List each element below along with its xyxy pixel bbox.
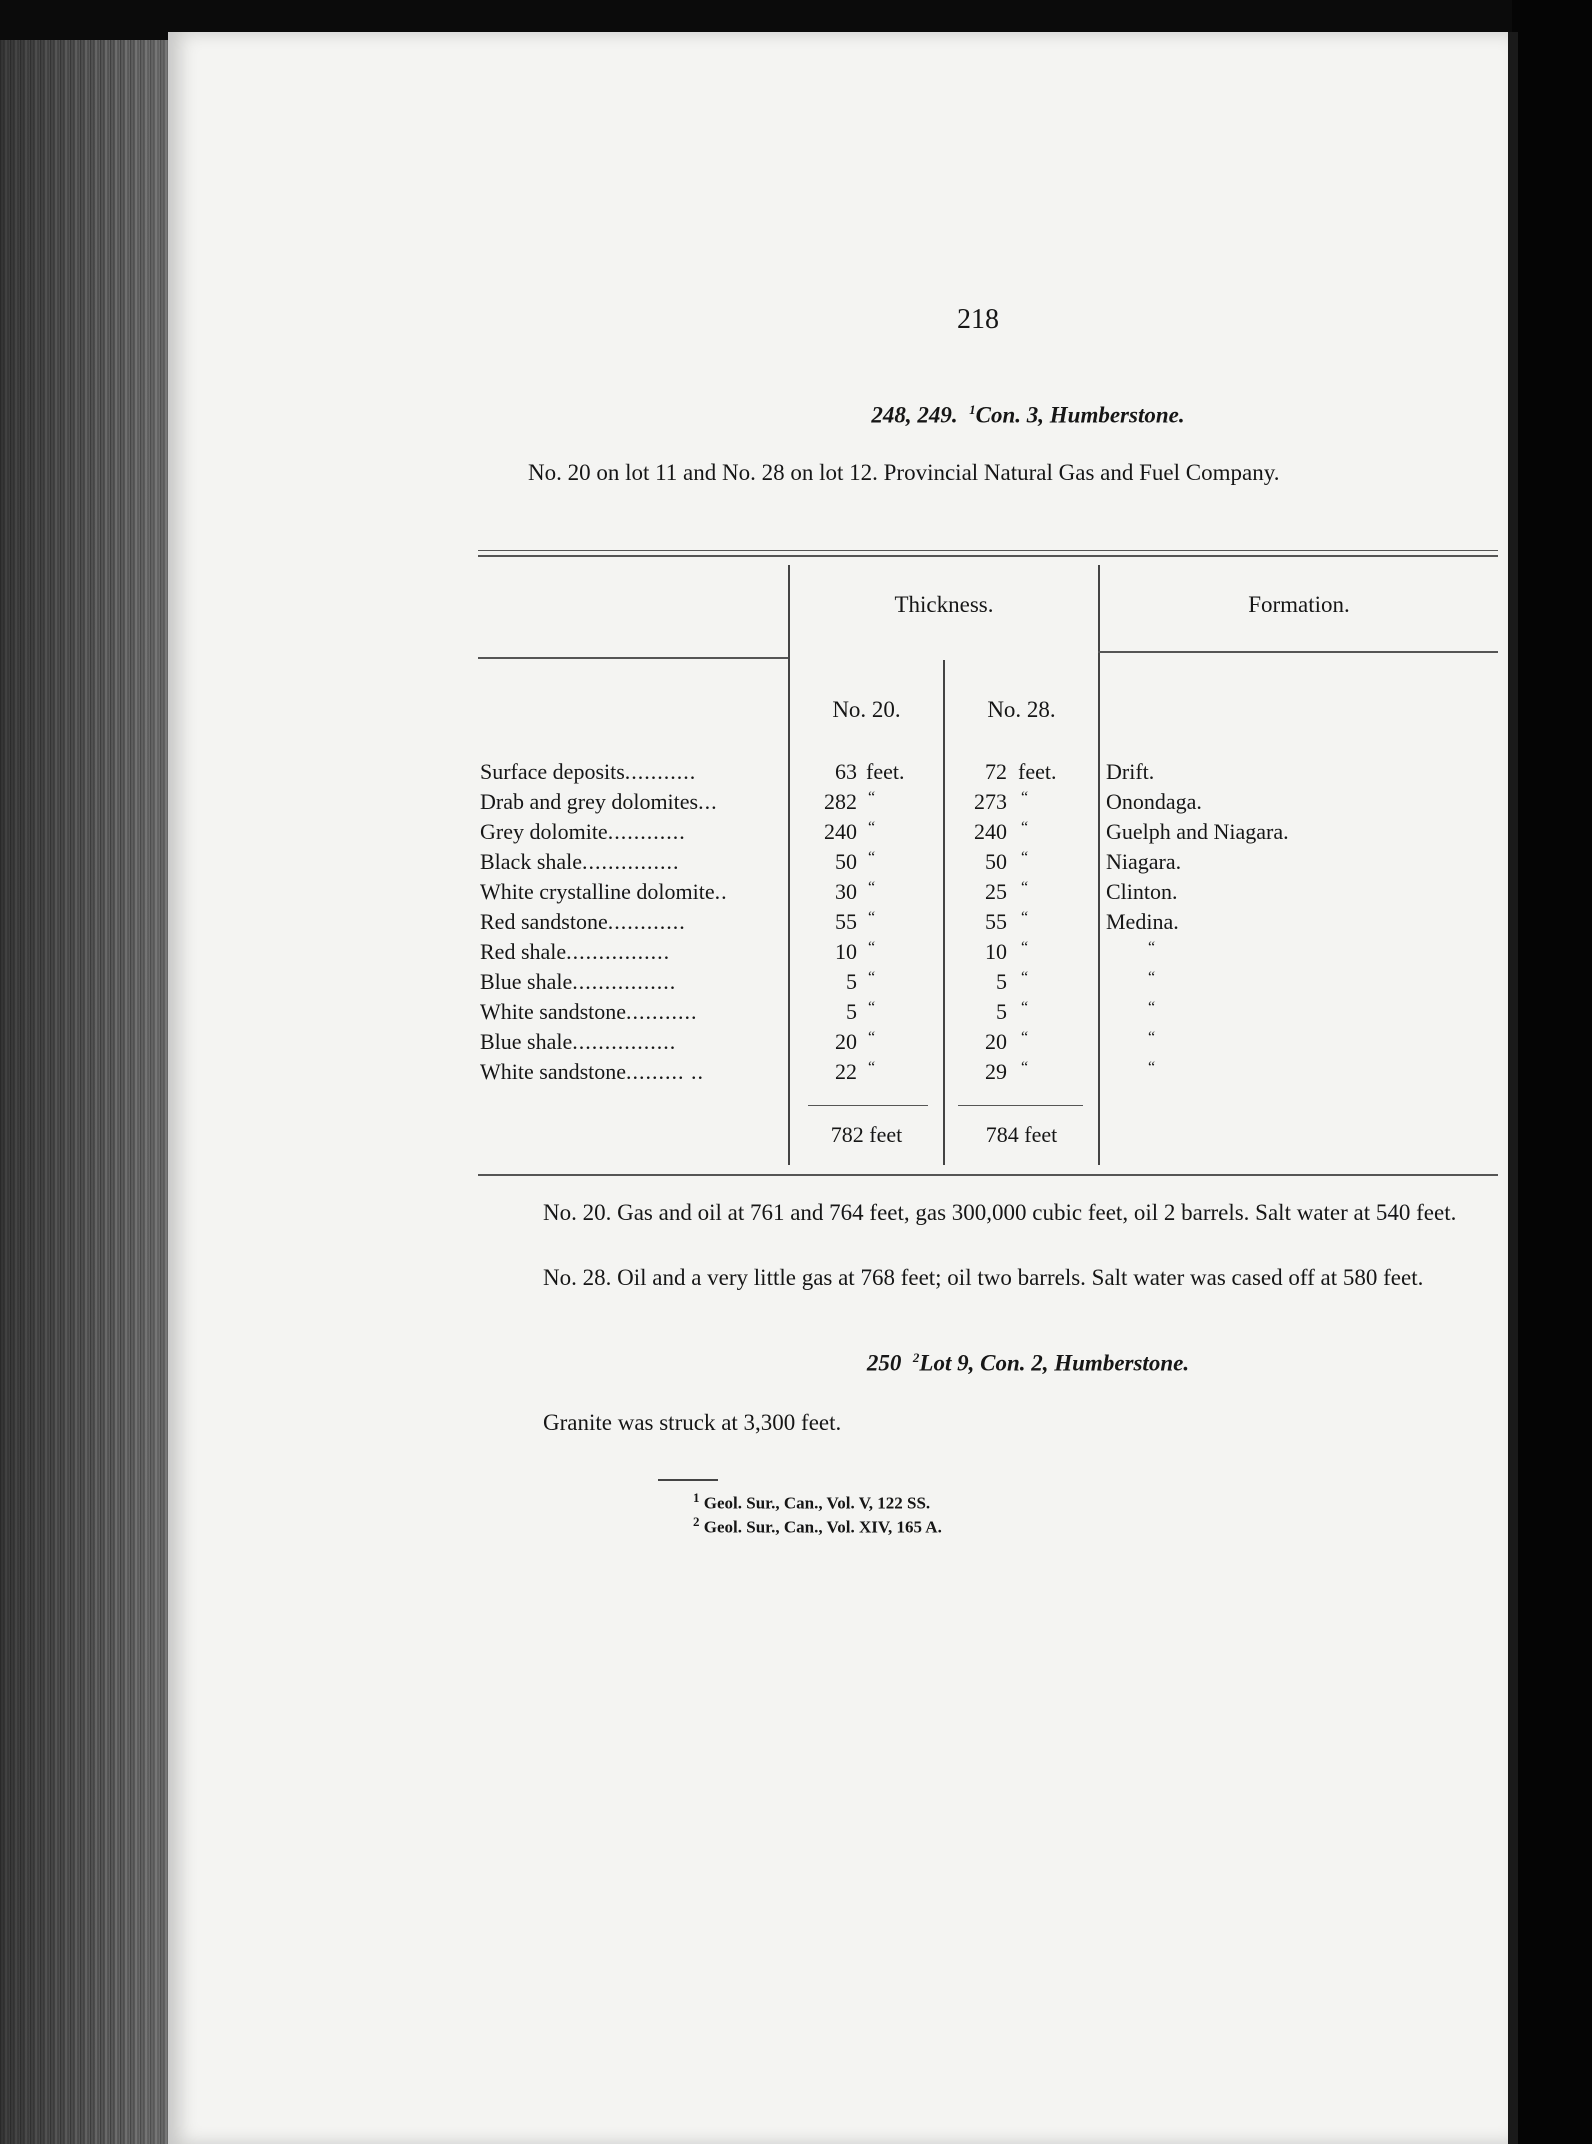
- strata-table: [478, 547, 1498, 1187]
- thickness-no28: 50: [985, 849, 1007, 874]
- unit-no20: “: [868, 789, 876, 806]
- unit-no28: “: [1021, 849, 1029, 866]
- total-no28: 784 feet: [985, 1122, 1058, 1147]
- footnote-2: [693, 1514, 942, 1538]
- unit-no20: “: [868, 849, 876, 866]
- leader-dots: ..: [714, 879, 728, 904]
- unit-no20: “: [868, 969, 876, 986]
- header-thickness: Thickness.: [894, 592, 994, 617]
- formation: Niagara.: [1106, 849, 1182, 874]
- row-label-text: White sandstone: [480, 1059, 627, 1084]
- sum-rule: [808, 1105, 928, 1106]
- row-label: [480, 969, 676, 995]
- row-label: [480, 1059, 704, 1085]
- thickness-no20: 5: [846, 969, 857, 994]
- formation: “: [1148, 939, 1156, 956]
- footnote-ref: 1: [969, 402, 976, 417]
- unit-no28: “: [1021, 879, 1029, 896]
- formation: Drift.: [1106, 759, 1155, 784]
- footnote-text: Geol. Sur., Can., Vol. XIV, 165 A.: [703, 1517, 942, 1537]
- heading-text: Con. 3, Humberstone.: [975, 402, 1185, 428]
- unit-no20: “: [868, 939, 876, 956]
- row-label: [480, 759, 696, 785]
- row-label: [480, 789, 718, 815]
- formation: “: [1148, 969, 1156, 986]
- intro-paragraph: No. 20 on lot 11 and No. 28 on lot 12. Provincial Natural Gas and Fuel Company.: [528, 460, 1280, 485]
- unit-no20: “: [868, 999, 876, 1016]
- thickness-no28: 10: [985, 939, 1007, 964]
- unit-no28: “: [1021, 999, 1029, 1016]
- footnote-1: [693, 1490, 930, 1514]
- thickness-no20: 50: [835, 849, 857, 874]
- thickness-no20: 55: [835, 909, 857, 934]
- unit-no20: “: [868, 1059, 876, 1076]
- column-divider: [1098, 565, 1100, 1165]
- unit-no28: “: [1021, 909, 1029, 926]
- thickness-no28: 72: [985, 759, 1007, 784]
- leader-dots: ...........: [626, 999, 698, 1024]
- row-label-text: Surface deposits: [480, 759, 625, 784]
- page-number: 218: [957, 304, 999, 335]
- row-label: [480, 909, 686, 935]
- thickness-no20: 5: [846, 999, 857, 1024]
- leader-dots: ...............: [582, 849, 680, 874]
- heading-numbers: 248, 249.: [871, 402, 958, 428]
- thickness-no20: 240: [824, 819, 857, 844]
- table-bottom-rule: [478, 1174, 1498, 1176]
- heading-text: Lot 9, Con. 2, Humberstone.: [919, 1350, 1190, 1376]
- section-heading-248-249: [728, 402, 1328, 429]
- page-edge-right: [1508, 32, 1518, 2144]
- footnote-number: 2: [693, 1514, 700, 1529]
- unit-no20: “: [868, 819, 876, 836]
- row-label-text: Blue shale: [480, 1029, 573, 1054]
- row-label-text: Drab and grey dolomites: [480, 789, 699, 814]
- leader-dots: ......... ..: [626, 1059, 705, 1084]
- granite-note: Granite was struck at 3,300 feet.: [543, 1410, 842, 1435]
- unit-no20: feet.: [866, 759, 905, 784]
- row-label-text: Red sandstone: [480, 909, 608, 934]
- row-label: [480, 1029, 676, 1055]
- unit-no28: “: [1021, 789, 1029, 806]
- row-label-text: White sandstone: [480, 999, 627, 1024]
- formation: “: [1148, 999, 1156, 1016]
- header-rule: [478, 657, 788, 659]
- formation: Clinton.: [1106, 879, 1178, 904]
- total-no20: 782 feet: [830, 1122, 903, 1147]
- leader-dots: ................: [572, 1029, 677, 1054]
- formation: “: [1148, 1029, 1156, 1046]
- header-rule: [1098, 651, 1498, 653]
- thickness-no28: 240: [974, 819, 1007, 844]
- row-label: [480, 849, 680, 875]
- header-formation: Formation.: [1248, 592, 1350, 617]
- subheader-no20: No. 20.: [832, 697, 901, 722]
- thickness-no20: 282: [824, 789, 857, 814]
- unit-no20: “: [868, 879, 876, 896]
- table-top-rule: [478, 555, 1498, 557]
- thickness-no28: 5: [996, 969, 1007, 994]
- row-label-text: Black shale: [480, 849, 583, 874]
- row-label-text: White crystalline dolomite: [480, 879, 715, 904]
- row-label: [480, 879, 728, 905]
- row-label-text: Red shale: [480, 939, 567, 964]
- leader-dots: ...........: [624, 759, 697, 784]
- footnote-number: 1: [693, 1490, 700, 1505]
- unit-no28: feet.: [1018, 759, 1057, 784]
- thickness-no28: 25: [985, 879, 1007, 904]
- row-label-text: Blue shale: [480, 969, 573, 994]
- page: [168, 32, 1508, 2144]
- leader-dots: ............: [607, 909, 686, 934]
- leader-dots: ................: [572, 969, 677, 994]
- formation: “: [1148, 1059, 1156, 1076]
- unit-no28: “: [1021, 819, 1029, 836]
- thickness-no28: 273: [974, 789, 1007, 814]
- thickness-no28: 55: [985, 909, 1007, 934]
- thickness-no20: 10: [835, 939, 857, 964]
- unit-no28: “: [1021, 1029, 1029, 1046]
- row-label-text: Grey dolomite: [480, 819, 608, 844]
- table-top-rule: [478, 550, 1498, 551]
- heading-numbers: 250: [866, 1350, 902, 1376]
- leader-dots: ............: [607, 819, 686, 844]
- background-right: [1512, 0, 1592, 2144]
- row-label: [480, 999, 698, 1025]
- subheader-no28: No. 28.: [987, 697, 1056, 722]
- formation: Guelph and Niagara.: [1106, 819, 1289, 844]
- thickness-no28: 29: [985, 1059, 1007, 1084]
- footnote-text: Geol. Sur., Can., Vol. V, 122 SS.: [703, 1493, 931, 1513]
- column-divider: [943, 660, 945, 1165]
- unit-no20: “: [868, 1029, 876, 1046]
- leader-dots: ................: [566, 939, 671, 964]
- note-no28: No. 28. Oil and a very little gas at 768 feet; oil two barrels. Salt water was cased off at 580 feet.: [543, 1265, 1424, 1290]
- sum-rule: [958, 1105, 1083, 1106]
- unit-no28: “: [1021, 939, 1029, 956]
- unit-no28: “: [1021, 1059, 1029, 1076]
- formation: Medina.: [1106, 909, 1179, 934]
- unit-no20: “: [868, 909, 876, 926]
- thickness-no20: 63: [835, 759, 857, 784]
- thickness-no20: 22: [835, 1059, 857, 1084]
- leader-dots: ...: [698, 789, 718, 814]
- thickness-no28: 5: [996, 999, 1007, 1024]
- column-divider: [788, 565, 790, 1165]
- thickness-no20: 30: [835, 879, 857, 904]
- unit-no28: “: [1021, 969, 1029, 986]
- section-heading-250: [728, 1350, 1328, 1377]
- row-label: [480, 819, 686, 845]
- formation: Onondaga.: [1106, 789, 1202, 814]
- thickness-no20: 20: [835, 1029, 857, 1054]
- thickness-no28: 20: [985, 1029, 1007, 1054]
- row-label: [480, 939, 670, 965]
- footnote-ref: 2: [912, 1350, 920, 1365]
- note-no20: No. 20. Gas and oil at 761 and 764 feet, gas 300,000 cubic feet, oil 2 barrels. Salt water at 540 feet.: [543, 1200, 1457, 1225]
- footnote-rule: [658, 1479, 718, 1481]
